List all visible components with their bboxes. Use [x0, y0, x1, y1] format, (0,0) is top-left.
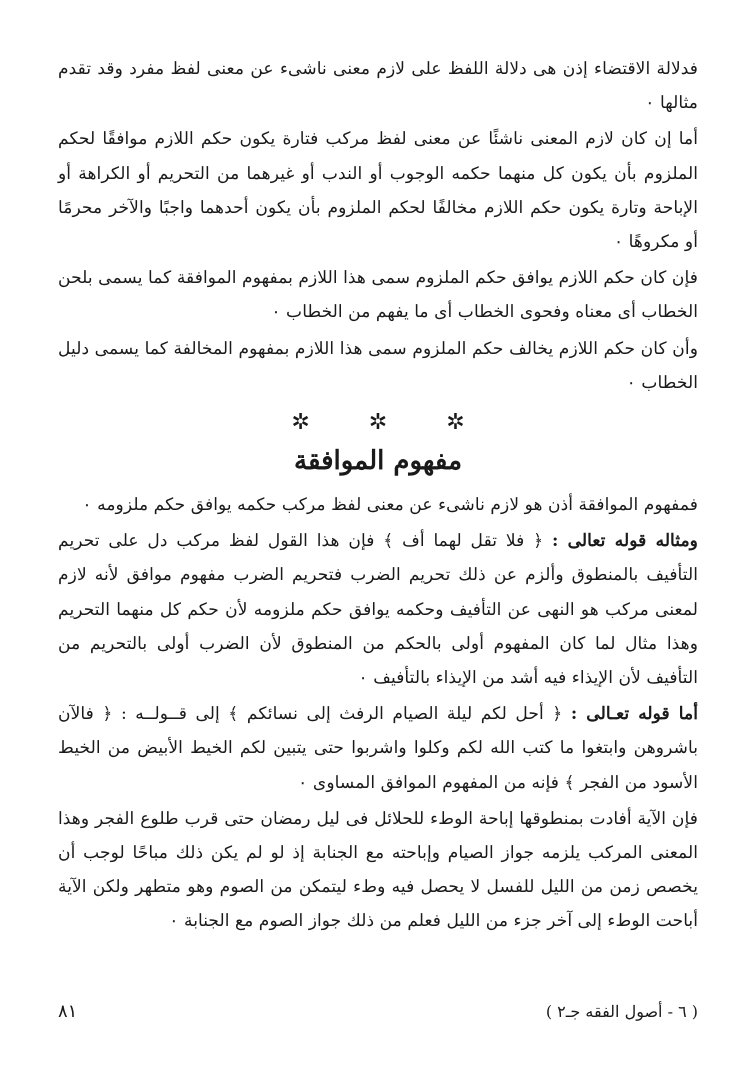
- paragraph-6-lead: ومثاله قوله تعالى :: [551, 531, 698, 552]
- paragraph-3: فإن كان حكم اللازم يوافق حكم الملزوم سمى هذا اللازم بمفهوم الموافقة كما يسمى بلحن الخطاب أى معناه وفحوى الخطاب أى ما يفهم من الخطاب ٠: [58, 268, 698, 323]
- paragraph-5: فمفهوم الموافقة أذن هو لازم ناشىء عن معنى لفظ مركب حكمه يوافق حكم ملزومه ٠: [82, 495, 698, 516]
- paragraph-7: [58, 697, 698, 800]
- paragraph-7-text: ﴿ أحل لكم ليلة الصيام الرفث إلى نسائكم ﴾ إلى قــولــه : ﴿ فالآن باشروهن وابتغوا ما كتب الله لكم وكلوا واشربوا حتى يتبين لكم الخيط الأبيض من الخيط الأسود من الفجر ﴾ فإنه من المفهوم الموافق المساوى ٠: [58, 704, 698, 793]
- page-body: [58, 52, 698, 939]
- paragraph-6: [58, 524, 698, 695]
- page-footer: [58, 998, 698, 1026]
- section-separator: ✲ ✲ ✲: [291, 410, 491, 436]
- footer-signature: ( ٦ - أصول الفقه جـ٢ ): [545, 1002, 698, 1021]
- paragraph-7-lead: أما قوله تعـالى :: [570, 704, 698, 725]
- page-number: ٨١: [58, 1001, 78, 1022]
- paragraph-8: فإن الآية أفادت بمنطوقها إباحة الوطء للحلائل فى ليل رمضان حتى قرب طلوع الفجر وهذا المعنى المركب يلزمه جواز الصيام وإباحته مع الجنابة إذ لو لم يكن ذلك مباحًا لوجب أن يخصص زمن من الليل للفسل لا يحصل فيه وطء ليتمكن من الصوم وهو متطهر ولكن الآية أباحت الوطء إلى آخر جزء من الليل فعلم من ذلك جواز الصوم مع الجنابة ٠: [58, 808, 698, 932]
- paragraph-2: أما إن كان لازم المعنى ناشئًا عن معنى لفظ مركب فتارة يكون حكم اللازم موافقًا لحكم الملزوم بأن يكون كل منهما حكمه الوجوب أو الندب أو غيرهما من التحريم أو الكراهة أو الإباحة وتارة يكون حكم اللازم مخالفًا لحكم الملزوم بأن يكون أحدهما واجبًا والآخر محرمًا أو مكروهًا ٠: [58, 129, 698, 253]
- paragraph-4: وأن كان حكم اللازم يخالف حكم الملزوم سمى هذا اللازم بمفهوم المخالفة كما يسمى دليل الخطاب ٠: [58, 338, 698, 393]
- paragraph-6-text: ﴿ فلا تقل لهما أف ﴾ فإن هذا القول لفظ مركب دل على تحريم التأفيف بالمنطوق وألزم عن ذلك تحريم الضرب فتحريم الضرب مفهوم موافق لأنه لازم لمعنى مركب هو النهى عن التأفيف وحكمه يوافق حكم ملزومه لأن حكم كل منهما التحريم وهذا مثال لما كان المفهوم أولى بالحكم من المنطوق لأن الضرب أولى بالتحريم من التأفيف لأن الإيذاء فيه أشد من الإيذاء بالتأفيف ٠: [58, 531, 698, 689]
- paragraph-1: فدلالة الاقتضاء إذن هى دلالة اللفظ على لازم معنى ناشىء عن معنى لفظ مفرد وقد تقدم مثالها ٠: [58, 59, 698, 114]
- section-title: مفهوم الموافقة: [294, 446, 462, 477]
